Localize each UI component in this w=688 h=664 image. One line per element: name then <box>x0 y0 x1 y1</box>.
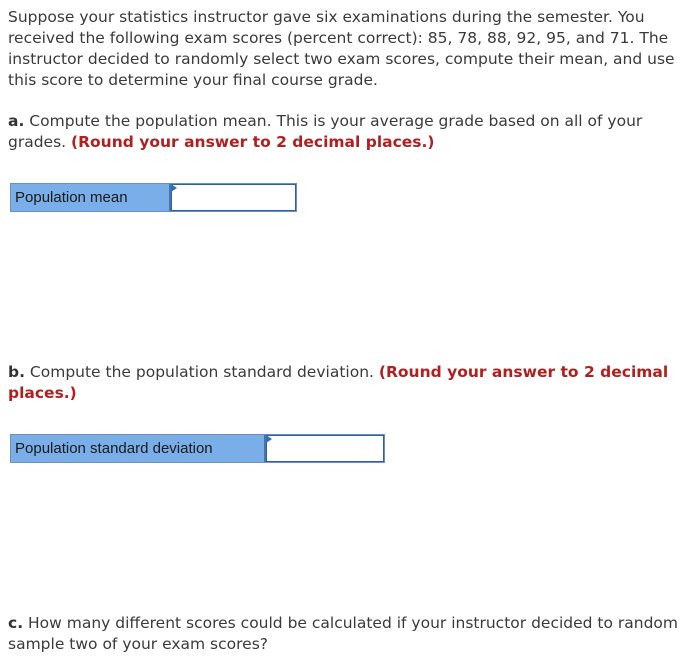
part-b-text: Compute the population standard deviation. <box>24 363 379 381</box>
question-part-a <box>8 111 678 153</box>
part-a-text: Compute the population mean. This is your average grade based on all of your grades. <box>8 112 643 151</box>
part-c-text: How many different scores could be calculated if your instructor decided to random sample two of your exam scores? <box>8 614 679 653</box>
problem-intro: Suppose your statistics instructor gave six examinations during the semester. You received the following exam scores (percent correct): 85, 78, 88, 92, 95, and 71. The instructor decided to randomly select two exam scores, compute their mean, and use this score to determine your final course grade. <box>8 8 675 89</box>
population-sd-label: Population standard deviation <box>11 435 266 462</box>
population-sd-answer-row <box>10 434 385 463</box>
population-sd-input-wrap[interactable] <box>266 435 384 462</box>
question-part-b <box>8 362 678 404</box>
population-mean-answer-row <box>10 183 297 212</box>
part-c-letter: c. <box>8 614 24 632</box>
question-part-c <box>8 613 678 655</box>
population-mean-input-wrap[interactable] <box>171 184 296 211</box>
population-mean-label: Population mean <box>11 184 171 211</box>
part-b-rounding-note: (Round your answer to 2 decimal places.) <box>8 363 669 402</box>
flag-marker-icon <box>266 435 272 443</box>
part-a-rounding-note: (Round your answer to 2 decimal places.) <box>71 133 435 151</box>
part-a-letter: a. <box>8 112 25 130</box>
flag-marker-icon <box>171 184 177 192</box>
population-sd-input[interactable] <box>267 436 383 461</box>
part-b-letter: b. <box>8 363 25 381</box>
population-mean-input[interactable] <box>172 185 295 210</box>
